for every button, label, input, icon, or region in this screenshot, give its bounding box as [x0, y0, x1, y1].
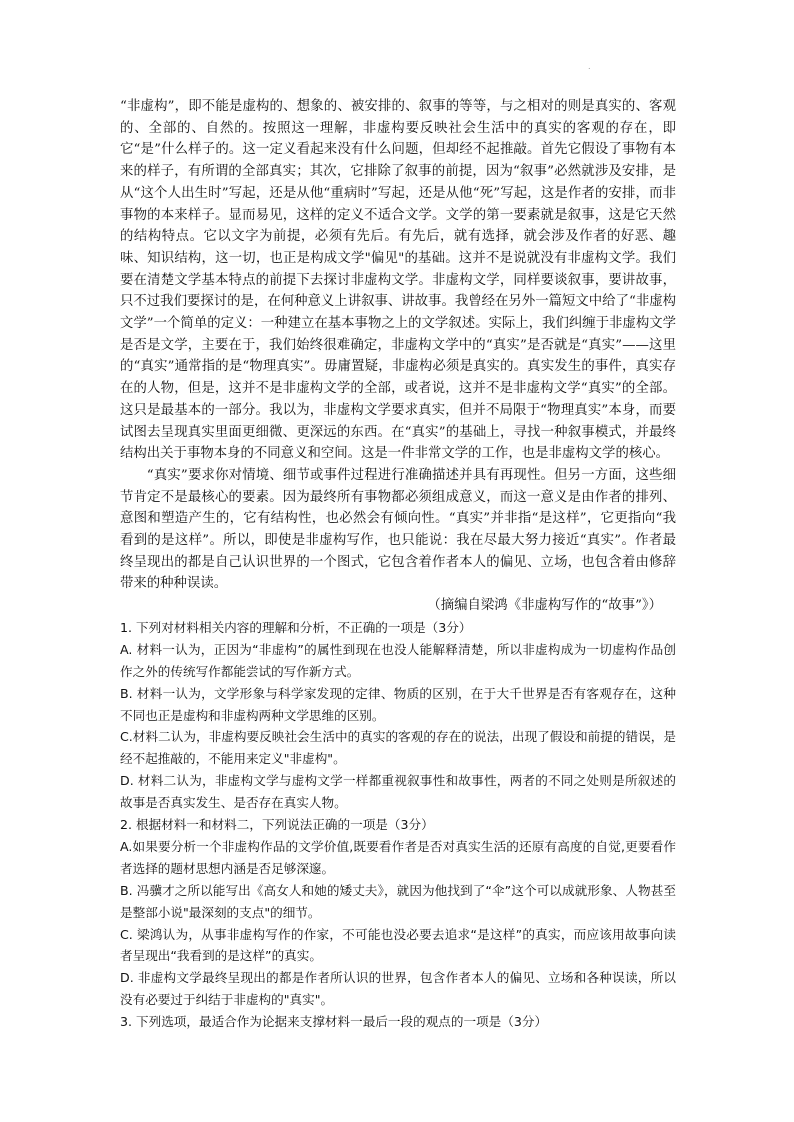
question-2-option-a: A.如果要分析一个非虚构作品的文学价值,既要看作者是否对真实生活的还原有高度的自觉,更要看作者选择的题材思想内涵是否足够深邃。	[120, 838, 676, 876]
question-1-option-a: A. 材料一认为，正因为“非虚构”的属性到现在也没人能解释清楚，所以非虚构成为一切虚构作品创作之外的传统写作都能尝试的写作新方式。	[120, 641, 676, 679]
question-1-option-d: D. 材料二认为，非虚构文学与虚构文学一样都重视叙事性和故事性，两者的不同之处则是所叙述的故事是否真实发生、是否存在真实人物。	[120, 773, 676, 811]
question-1-stem: 1. 下列对材料相关内容的理解和分析，不正确的一项是（3分）	[120, 619, 472, 635]
page-mark: .	[588, 62, 591, 71]
question-1	[120, 617, 676, 814]
question-3	[120, 1011, 676, 1033]
article-source: （摘编自梁鸿《非虚构写作的“故事”》）	[427, 598, 662, 614]
question-2-stem: 2. 根据材料一和材料二，下列说法正确的一项是（3分）	[120, 817, 434, 833]
question-1-option-c: C.材料二认为，非虚构要反映社会生活中的真实的客观的存在的说法，出现了假设和前提的错误，是经不起推敲的，不能用来定义"非虚构"。	[120, 729, 676, 767]
article-paragraph-1: “非虚构”，即不能是虚构的、想象的、被安排的、叙事的等等，与之相对的则是真实的、客观的、全部的、自然的。按照这一理解，非虚构要反映社会生活中的真实的客观的存在，即它“是”什么样子的。这一定义看起来没有什么问题，但却经不起推敲。首先它假设了事物有本来的样子，有所谓的全部真实；其次，它排除了叙事的前提，因为“叙事”必然就涉及安排，是从“这个人出生时”写起，还是从他“重病时”写起，还是从他“死”写起，这是作者的安排，而非事物的本来样子。显而易见，这样的定义不适合文学。文学的第一要素就是叙事，这是它天然的结构特点。它以文字为前提，必须有先后。有先后，就有选择，就会涉及作者的好恶、趣味、知识结构，这一切，也正是构成文学"偏见"的基础。这并不是说就没有非虚构文学。我们要在清楚文学基本特点的前提下去探讨非虚构文学。非虚构文学，同样要谈叙事，要讲故事，只不过我们要探讨的是，在何种意义上讲叙事、讲故事。我曾经在另外一篇短文中给了“非虚构文学”一个简单的定义：一种建立在基本事物之上的文学叙述。实际上，我们纠缠于非虚构文学是否是文学，主要在于，我们始终很难确定，非虚构文学中的“真实”是否就是“真实”——这里的“真实”通常指的是“物理真实”。毋庸置疑，非虚构必须是真实的。真实发生的事件，真实存在的人物，但是，这并不是非虚构文学的全部，或者说，这并不是非虚构文学“真实”的全部。这只是最基本的一部分。我以为，非虚构文学要求真实，但并不局限于“物理真实”本身，而要试图去呈现真实里面更细微、更深远的东西。在“真实”的基础上，寻找一种叙事模式，并最终结构出关于事物本身的不同意义和空间。这是一件非常文学的工作，也是非虚构文学的核心。	[120, 99, 676, 462]
article-paragraph-2: “真实”要求你对情境、细节或事件过程进行准确描述并具有再现性。但另一方面，这些细节肯定不是最核心的要素。因为最终所有事物都必须组成意义，而这一意义是由作者的排列、意图和塑造产生的，它有结构性，也必然会有倾向性。“真实”并非指“是这样”，它更指向“我看到的是这样”。所以，即使是非虚构写作，也只能说：我在尽最大努力接近“真实”。作者最终呈现出的都是自己认识世界的一个图式，它包含着作者本人的偏见、立场，也包含着由修辞带来的种种误读。	[120, 467, 676, 592]
question-2-option-c: C. 梁鸿认为，从事非虚构写作的作家，不可能也没必要去追求“是这样”的真实，而应该用故事向读者呈现出“我看到的是这样”的真实。	[120, 926, 676, 964]
question-2-option-d: D. 非虚构文学最终呈现出的都是作者所认识的世界，包含作者本人的偏见、立场和各种误读，所以没有必要过于纠结于非虚构的"真实"。	[120, 970, 676, 1008]
question-3-stem: 3. 下列选项，最适合作为论据来支撑材料一最后一段的观点的一项是（3分）	[120, 1014, 548, 1030]
question-2	[120, 814, 676, 1011]
question-1-option-b: B. 材料一认为，文学形象与科学家发现的定律、物质的区别，在于大千世界是否有客观存在，这种不同也正是虚构和非虚构两种文学思维的区别。	[120, 685, 676, 723]
question-2-option-b: B. 冯骥才之所以能写出《高女人和她的矮丈夫》，就因为他找到了“伞”这个可以成就形象、人物甚至是整部小说"最深刻的支点"的细节。	[120, 882, 676, 920]
page-content	[120, 96, 676, 1033]
